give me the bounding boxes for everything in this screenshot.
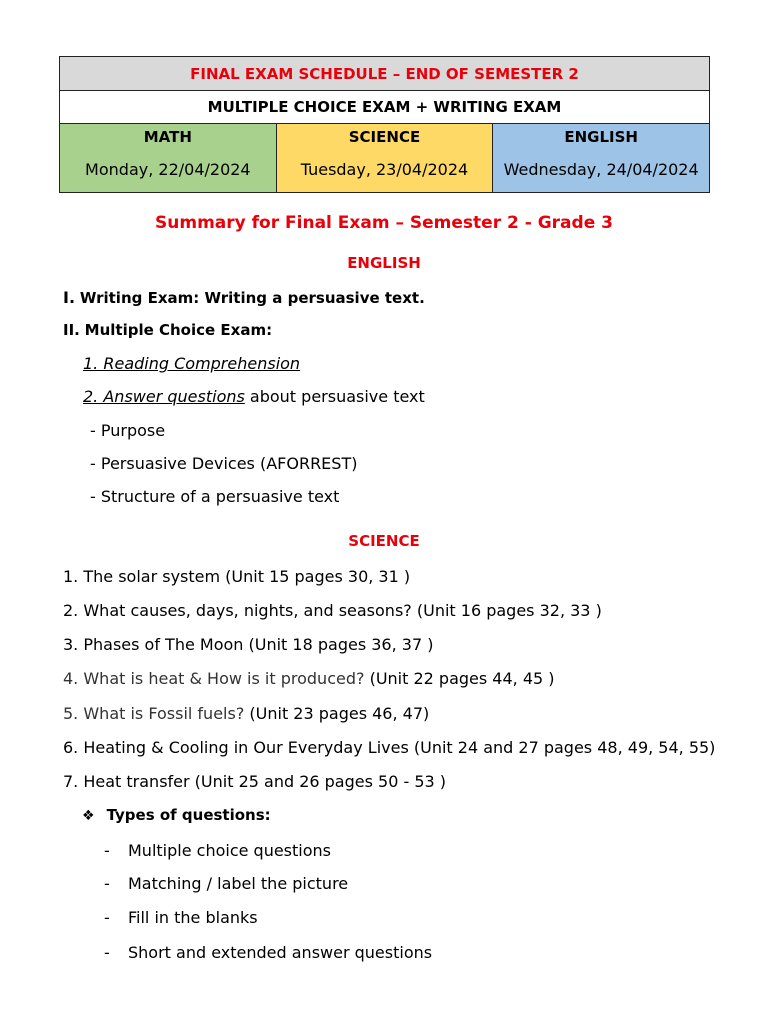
english-item-writing xyxy=(63,288,425,307)
english-sub-reading: 1. Reading Comprehension xyxy=(83,354,301,373)
exam-schedule-table xyxy=(59,56,710,193)
question-type-text: Fill in the blanks xyxy=(128,908,258,927)
science-topic: 7. Heat transfer xyxy=(63,772,190,791)
science-pages: (Unit 15 pages 30, 31 ) xyxy=(220,567,411,586)
english-bullet: - Structure of a persuasive text xyxy=(90,487,340,506)
dash-bullet: - xyxy=(104,874,110,893)
question-type-item xyxy=(104,874,348,893)
question-type-text: Matching / label the picture xyxy=(128,874,349,893)
item-number: I. xyxy=(63,288,76,307)
science-subject: SCIENCE xyxy=(348,128,421,146)
question-types-heading xyxy=(82,806,271,824)
question-type-item xyxy=(104,841,331,860)
answer-questions-rest: about persuasive text xyxy=(244,387,425,406)
dash-bullet: - xyxy=(104,908,110,927)
science-pages: (Unit 25 and 26 pages 50 - 53 ) xyxy=(189,772,447,791)
science-pages: (Unit 24 and 27 pages 48, 49, 54, 55) xyxy=(408,738,716,757)
schedule-title: FINAL EXAM SCHEDULE – END OF SEMESTER 2 xyxy=(60,57,710,91)
english-date: Wednesday, 24/04/2024 xyxy=(503,160,699,179)
science-pages: (Unit 16 pages 32, 33 ) xyxy=(411,601,602,620)
science-cell xyxy=(276,124,493,193)
summary-title: Summary for Final Exam – Semester 2 - Grade 3 xyxy=(155,213,613,233)
science-item xyxy=(63,738,715,757)
science-item xyxy=(63,567,410,586)
science-pages: (Unit 22 pages 44, 45 ) xyxy=(364,669,555,688)
math-cell xyxy=(60,124,277,193)
schedule-subtitle: MULTIPLE CHOICE EXAM + WRITING EXAM xyxy=(60,91,710,124)
english-sub-answer xyxy=(83,387,425,406)
science-topic: 1. The solar system xyxy=(63,567,221,586)
science-item xyxy=(63,669,555,688)
item-text: Writing Exam: Writing a persuasive text. xyxy=(79,289,425,307)
english-bullet: - Persuasive Devices (AFORREST) xyxy=(90,454,358,473)
science-item xyxy=(63,704,429,723)
english-heading: ENGLISH xyxy=(347,254,421,272)
math-subject: MATH xyxy=(143,128,192,146)
science-pages: (Unit 23 pages 46, 47) xyxy=(244,704,430,723)
science-item xyxy=(63,772,446,791)
diamond-bullet-icon: ❖ xyxy=(82,808,95,824)
question-type-item xyxy=(104,943,432,962)
item-text: Multiple Choice Exam: xyxy=(84,321,273,339)
science-heading: SCIENCE xyxy=(348,532,420,550)
science-topic: 5. What is Fossil fuels? xyxy=(63,704,245,723)
english-cell xyxy=(493,124,710,193)
english-subject: ENGLISH xyxy=(564,128,638,146)
english-bullet: - Purpose xyxy=(90,421,166,440)
item-number: II. xyxy=(63,321,80,339)
dash-bullet: - xyxy=(104,841,110,860)
question-type-item xyxy=(104,908,258,927)
question-type-text: Short and extended answer questions xyxy=(128,943,433,962)
question-type-text: Multiple choice questions xyxy=(128,841,331,860)
science-topic: 2. What causes, days, nights, and seasons? xyxy=(63,601,412,620)
answer-questions-label: 2. Answer questions xyxy=(83,387,245,406)
english-item-multiple-choice xyxy=(63,321,272,339)
science-pages: (Unit 18 pages 36, 37 ) xyxy=(243,635,434,654)
math-date: Monday, 22/04/2024 xyxy=(85,160,251,179)
science-item xyxy=(63,601,602,620)
science-topic: 3. Phases of The Moon xyxy=(63,635,244,654)
science-date: Tuesday, 23/04/2024 xyxy=(300,160,469,179)
question-types-label: Types of questions: xyxy=(106,806,271,824)
science-topic: 4. What is heat & How is it produced? xyxy=(63,669,365,688)
science-topic: 6. Heating & Cooling in Our Everyday Lives xyxy=(63,738,409,757)
dash-bullet: - xyxy=(104,943,110,962)
science-item xyxy=(63,635,433,654)
